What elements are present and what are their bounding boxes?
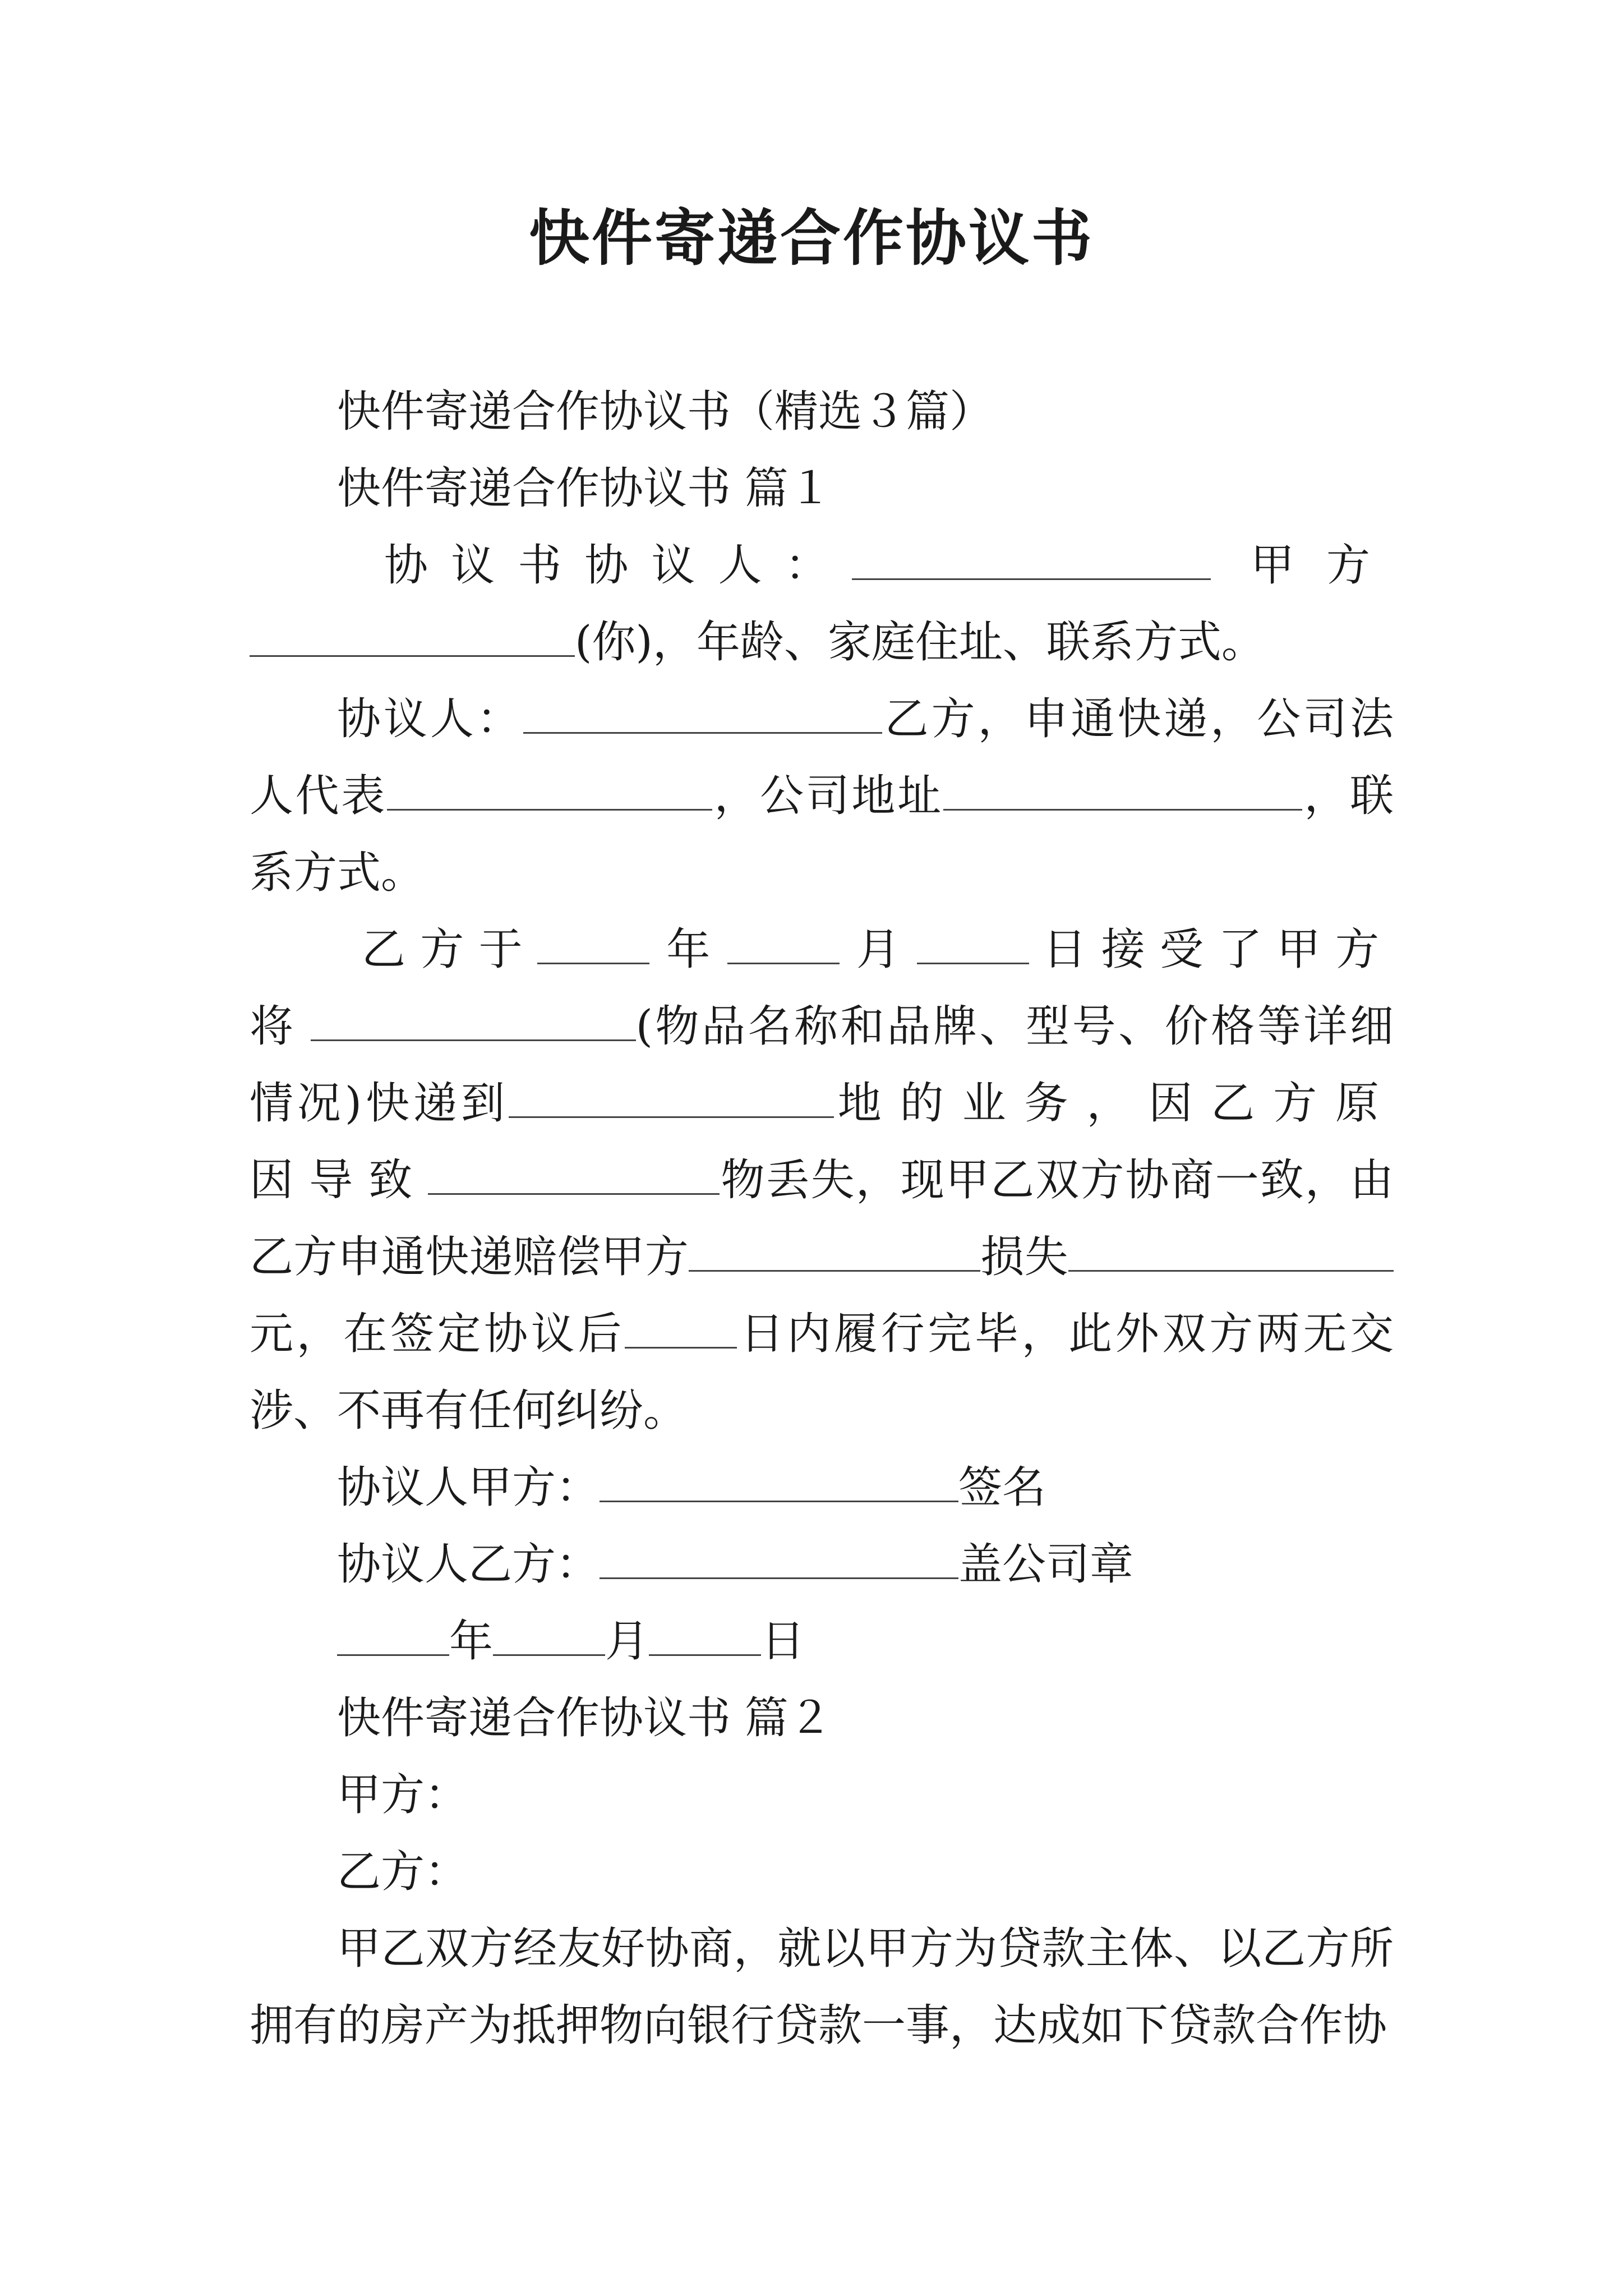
fill-blank-destination[interactable] [509, 1076, 834, 1118]
signature-suffix: 签名 [958, 1462, 1046, 1513]
fill-blank-party-a-info[interactable] [250, 615, 575, 657]
fill-blank-day[interactable] [917, 922, 1029, 964]
fill-blank-sign-year[interactable] [337, 1614, 449, 1656]
fill-blank-year[interactable] [537, 922, 649, 964]
fill-blank-loss-description[interactable] [689, 1230, 980, 1272]
paragraph-agreement-party-a [250, 527, 1394, 681]
date-line [250, 1603, 1394, 1680]
fill-blank-month[interactable] [727, 922, 840, 964]
text-segment: 协议书协议人： [384, 540, 852, 591]
paragraph-compensation-terms [250, 912, 1394, 1450]
fill-blank-signature-b[interactable] [600, 1537, 958, 1579]
fill-blank-days[interactable] [625, 1306, 737, 1349]
fill-blank-sign-month[interactable] [493, 1614, 605, 1656]
text-segment: 日内履行完毕，此外双方两无交涉、不再有任何纠纷。 [250, 1309, 1394, 1436]
text-segment: (物品名称和品牌、型号、价格等详细情况)快递到 [250, 1001, 1394, 1129]
fill-blank-legal-representative[interactable] [387, 769, 712, 811]
signature-party-a [250, 1450, 1394, 1526]
signature-label: 协议人甲方： [337, 1462, 600, 1513]
text-segment: 年 [666, 924, 711, 975]
text-segment: (你)，年龄、家庭住址、联系方式。 [575, 617, 1265, 668]
document-title: 快件寄递合作协议书 [528, 203, 1094, 274]
text-segment: 月 [856, 924, 901, 975]
section-2-heading: 快件寄递合作协议书 篇２ [337, 1693, 832, 1743]
date-day-label: 日 [761, 1616, 805, 1667]
text-segment: 甲方 [1242, 540, 1394, 591]
section-1-heading: 快件寄递合作协议书 篇１ [337, 463, 832, 514]
text-segment: 地的业务，因乙方原因导致 [250, 1078, 1394, 1205]
text-segment: 乙方，申通快递，公司法人代表 [250, 694, 1394, 821]
date-month-label: 月 [605, 1616, 649, 1667]
party-b-label: 乙方： [337, 1847, 469, 1897]
document-body [250, 374, 1394, 2064]
date-year-label: 年 [449, 1616, 494, 1667]
fill-blank-item-details[interactable] [311, 999, 636, 1041]
text-segment: ，联系方式。 [250, 771, 1394, 898]
text-segment: 元，在签定协议后 [250, 1309, 625, 1359]
signature-suffix: 盖公司章 [958, 1539, 1134, 1590]
text-segment: ，公司地址 [712, 771, 943, 821]
text-segment: 物丢失，现甲乙双方协商一致，由乙方申通快递赔偿甲方 [250, 1155, 1394, 1282]
text-segment: 协议人： [337, 694, 523, 744]
text-segment: 损失 [980, 1232, 1068, 1282]
fill-blank-party-a-name[interactable] [852, 538, 1211, 580]
fill-blank-party-b-name[interactable] [523, 692, 882, 734]
signature-party-b [250, 1526, 1394, 1603]
party-a-label: 甲方： [337, 1770, 469, 1820]
fill-blank-signature-a[interactable] [600, 1460, 958, 1502]
paragraph-agreement-party-b [250, 681, 1394, 912]
text-segment: 日接受了甲方将 [250, 924, 1394, 1052]
fill-blank-lost-item[interactable] [428, 1153, 720, 1195]
document-subtitle: 快件寄递合作协议书（精选３篇） [337, 386, 994, 437]
fill-blank-sign-day[interactable] [649, 1614, 761, 1656]
fill-blank-company-address[interactable] [943, 769, 1302, 811]
signature-label: 协议人乙方： [337, 1539, 600, 1590]
text-segment: 乙方于 [362, 924, 537, 975]
paragraph-loan-cooperation: 甲乙双方经友好协商，就以甲方为贷款主体、以乙方所拥有的房产为抵押物向银行贷款一事，达成如下贷款合作协 [250, 1924, 1394, 2051]
fill-blank-compensation-amount[interactable] [1068, 1230, 1394, 1272]
